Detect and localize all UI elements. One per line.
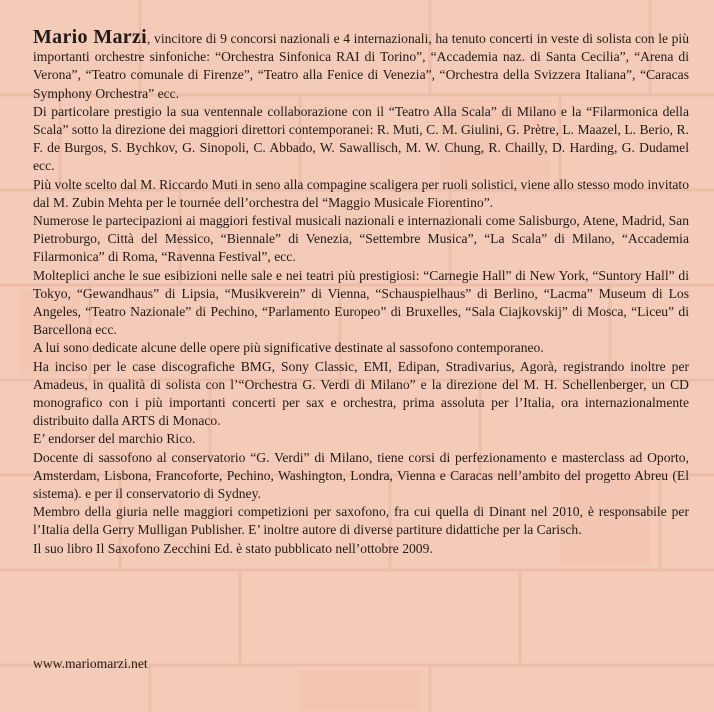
website-link[interactable]: www.mariomarzi.net (33, 656, 148, 671)
paragraph-recordings: Ha inciso per le case discografiche BMG, Sony Classic, EMI, Edipan, Stradivarius, Agorà, registrando inoltre per Amadeus, in qualità di solista con l’“Orchestra G. Verdi di Milano” e la direzione del M. H. Schellenberger, un CD monografico con i più importanti concerti per sax e orchestra, prima assoluta per l’Italia, ora internazionalmente distribuito dalla ARTS di Monaco. (33, 358, 689, 429)
paragraph-book: Il suo libro Il Saxofono Zecchini Ed. è stato pubblicato nell’ottobre 2009. (33, 540, 433, 556)
paragraph-venues: Molteplici anche le sue esibizioni nelle sale e nei teatri più prestigiosi: “Carnegie Hall” di New York, “Suntory Hall” di Tokyo, “Gewandhaus” di Lipsia, “Musikverein” di Vienna, “Schauspielhaus” di Berlino, “Lacma” Museum di Los Angeles, “Teatro Nazionale” di Pechino, “Parlamento Europeo” di Bruxelles, “Sala Ciajkovskij” di Mosca, “Liceu” di Barcellona ecc. (33, 267, 689, 338)
paragraph-muti: Più volte scelto dal M. Riccardo Muti in seno alla compagine scaligera per ruoli solistici, viene allo stesso modo invitato dal M. Zubin Mehta per le tournée dell’orchestra del “Maggio Musicale Fiorentino”. (33, 176, 689, 210)
paragraph-endorser: E’ endorser del marchio Rico. (33, 431, 196, 447)
biography-text (33, 28, 689, 558)
paragraph-scala: Di particolare prestigio la sua ventennale collaborazione con il “Teatro Alla Scala” di Milano e la “Filarmonica della Scala” sotto la direzione dei maggiori direttori contemporanei: R. Muti, C. M. Giulini, G. Prètre, L. Maazel, L. Berio, R. F. de Burgos, S. Bychkov, G. Sinopoli, C. Abbado, W. Sawallisch, M. W. Chung, R. Chailly, D. Harding, G. Dudamel ecc. (33, 103, 689, 174)
artist-name: Mario Marzi (33, 26, 148, 48)
intro-paragraph (33, 28, 689, 103)
intro-text: , vincitore di 9 concorsi nazionali e 4 internazionali, ha tenuto concerti in veste di solista con le più importanti orchestre sinfoniche: “Orchestra Sinfonica RAI di Torino”, “Accademia naz. di Santa Cecilia”, “Arena di Verona”, “Teatro comunale di Firenze”, “Teatro alla Fenice di Venezia”, “Orchestra della Svizzera Italiana”, “Caracas Symphony Orchestra” ecc. (33, 31, 689, 101)
paragraph-jury: Membro della giuria nelle maggiori competizioni per saxofono, fra cui quella di Dinant nel 2010, è responsabile per l’Italia della Gerry Mulligan Publisher. E’ inoltre autore di diverse partiture didattiche per la Carisch. (33, 504, 689, 538)
paragraph-teaching: Docente di sassofono al conservatorio “G. Verdi” di Milano, tiene corsi di perfezionamento e masterclass ad Oporto, Amsterdam, Lisbona, Francoforte, Pechino, Washington, Londra, Vienna e Caracas nell’ambito del progetto Abreu (El sistema). e per il conservatorio di Sydney. (33, 449, 689, 502)
paragraph-dedications: A lui sono dedicate alcune delle opere più significative destinate al sassofono contemporaneo. (33, 340, 544, 356)
paragraph-festivals: Numerose le partecipazioni ai maggiori festival musicali nazionali e internazionali come Salisburgo, Atene, Madrid, San Pietroburgo, Città del Messico, “Biennale” di Venezia, “Settembre Musica”, “La Scala” di Milano, “Accademia Filarmonica” di Roma, “Ravenna Festival”, ecc. (33, 213, 689, 265)
